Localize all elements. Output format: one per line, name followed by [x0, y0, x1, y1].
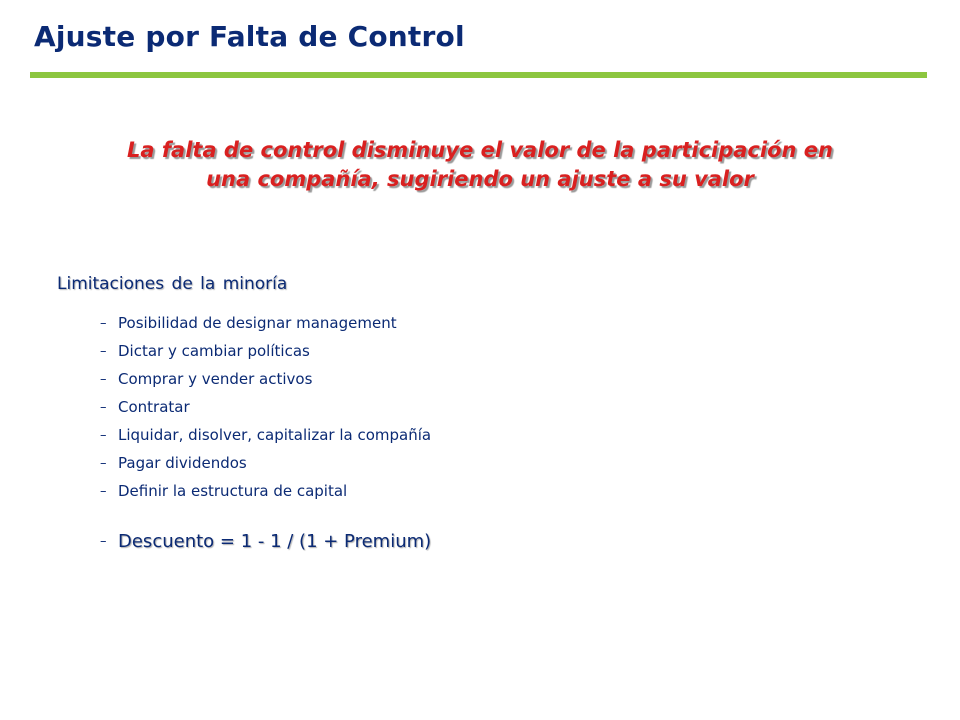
list-item	[100, 449, 431, 477]
subtitle	[40, 136, 920, 194]
dash-bullet: –	[100, 371, 107, 387]
dash-bullet: –	[100, 399, 107, 415]
list-item	[100, 421, 431, 449]
subtitle-line-2: una compañía, sugiriendo un ajuste a su valor	[206, 167, 754, 191]
list-item-text: Pagar dividendos	[118, 454, 247, 472]
list-item-text: Posibilidad de designar management	[118, 314, 397, 332]
list-item-text: Comprar y vender activos	[118, 370, 313, 388]
dash-bullet: –	[100, 534, 107, 549]
dash-bullet: –	[100, 343, 107, 359]
list-item-text: Dictar y cambiar políticas	[118, 342, 310, 360]
list-item-text: Liquidar, disolver, capitalizar la compañía	[118, 426, 432, 444]
list-item	[100, 393, 431, 421]
section-heading: Limitaciones de la minoría	[57, 274, 288, 294]
dash-bullet: –	[100, 483, 107, 499]
dash-bullet: –	[100, 315, 107, 331]
list-item	[100, 365, 431, 393]
list-item-text: Contratar	[118, 398, 190, 416]
list-item	[100, 337, 431, 365]
slide-title: Ajuste por Falta de Control	[34, 20, 465, 53]
dash-bullet: –	[100, 455, 107, 471]
subtitle-line-1: La falta de control disminuye el valor de la participación en	[127, 138, 833, 162]
formula-text: Descuento = 1 - 1 / (1 + Premium)	[118, 531, 432, 552]
title-underline	[30, 72, 927, 78]
limitations-list	[100, 309, 431, 505]
list-item-text: Definir la estructura de capital	[118, 482, 348, 500]
discount-formula	[100, 531, 431, 552]
list-item	[100, 309, 431, 337]
list-item	[100, 477, 431, 505]
dash-bullet: –	[100, 427, 107, 443]
